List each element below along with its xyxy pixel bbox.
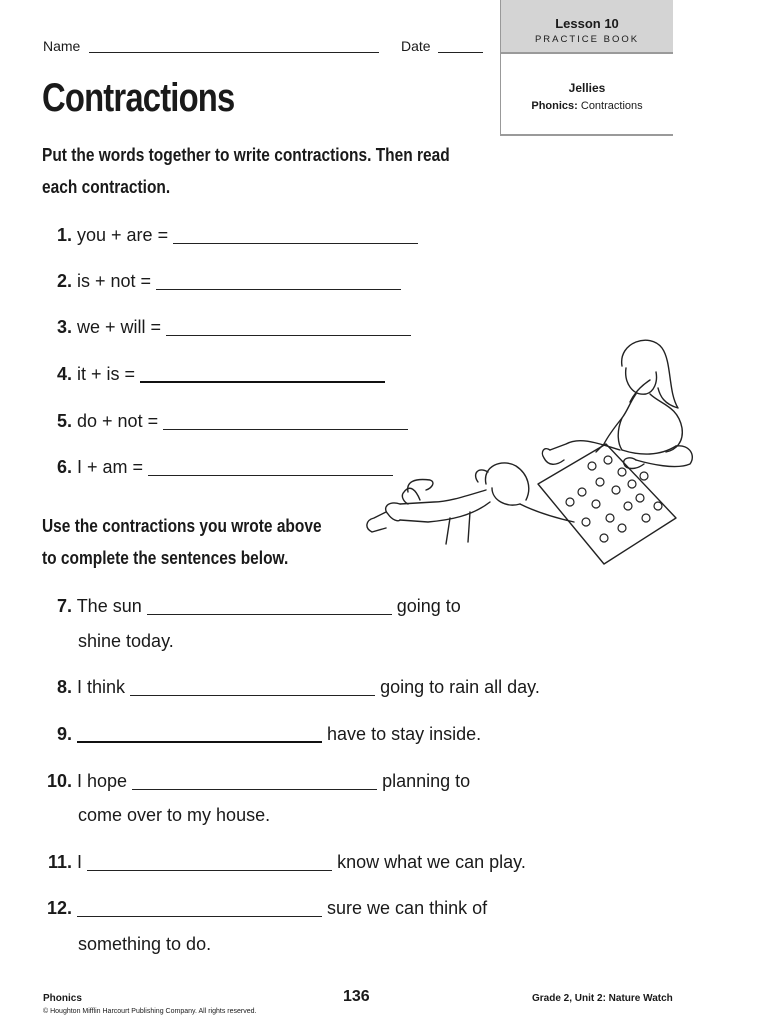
question-number: 7.	[56, 596, 72, 616]
question-12	[42, 898, 487, 919]
game-board-icon	[538, 444, 676, 564]
answer-blank[interactable]	[148, 474, 393, 476]
question-3	[42, 317, 411, 338]
question-text: we + will =	[77, 317, 162, 337]
sentence-start: I think	[77, 677, 126, 697]
sentence-start: I hope	[77, 771, 128, 791]
sentence-start: The sun	[76, 596, 142, 616]
name-label: Name	[43, 38, 81, 54]
question-number: 4.	[56, 364, 72, 384]
answer-blank[interactable]	[130, 694, 375, 696]
girls-playing-game-illustration	[360, 332, 700, 572]
answer-blank[interactable]	[87, 869, 332, 871]
question-number: 10.	[46, 771, 72, 791]
question-10	[42, 771, 470, 792]
answer-blank[interactable]	[156, 288, 401, 290]
sentence-end: know what we can play.	[337, 852, 526, 872]
lying-girl-hair-icon	[485, 463, 528, 500]
answer-blank[interactable]	[132, 788, 377, 790]
part2-instructions	[42, 510, 322, 574]
part2-instructions-line1: Use the contractions you wrote above	[42, 516, 322, 536]
sitting-girl-hair-icon	[622, 340, 678, 408]
sentence-end: going to rain all day.	[380, 677, 540, 697]
question-6	[42, 457, 393, 478]
sentence-continuation: come over to my house.	[78, 805, 271, 825]
lesson-number: Lesson 10	[555, 16, 619, 31]
question-text: you + are =	[77, 225, 169, 245]
question-number: 6.	[56, 457, 72, 477]
sentence-end: planning to	[382, 771, 471, 791]
answer-blank[interactable]	[140, 380, 385, 383]
lesson-info	[501, 54, 673, 136]
footer-copyright: © Houghton Mifflin Harcourt Publishing Company. All rights reserved.	[43, 1008, 257, 1015]
sentence-end: sure we can think of	[327, 898, 488, 918]
question-text: is + not =	[77, 271, 152, 291]
answer-blank[interactable]	[173, 242, 418, 244]
sentence-continuation: shine today.	[78, 631, 174, 651]
sentence-end: have to stay inside.	[327, 724, 482, 744]
footer-unit: Grade 2, Unit 2: Nature Watch	[532, 993, 673, 1004]
name-field[interactable]	[89, 52, 379, 53]
page-title: Contractions	[42, 76, 235, 120]
footer-subject: Phonics	[43, 993, 82, 1004]
phonics-topic: Contractions	[580, 100, 643, 112]
lesson-banner	[501, 0, 673, 54]
question-number: 8.	[56, 677, 72, 697]
question-text: I + am =	[77, 457, 144, 477]
phonics-label: Phonics:	[531, 100, 578, 112]
answer-blank[interactable]	[77, 740, 322, 743]
practice-book-label: PRACTICE BOOK	[534, 34, 640, 45]
date-label: Date	[401, 38, 431, 54]
sentence-continuation: something to do.	[78, 934, 212, 954]
part2-instructions-line2: to complete the sentences below.	[42, 548, 289, 568]
sentence-end: going to	[396, 596, 461, 616]
question-9	[42, 724, 481, 745]
question-1	[42, 225, 418, 246]
sentence-start: I	[77, 852, 83, 872]
story-title: Jellies	[568, 81, 606, 95]
question-11	[42, 852, 526, 873]
question-number: 2.	[56, 271, 72, 291]
lesson-box	[500, 0, 673, 136]
question-number: 11.	[47, 852, 72, 872]
question-text: it + is =	[77, 364, 136, 384]
question-number: 3.	[56, 317, 72, 337]
phonics-line	[501, 100, 673, 112]
question-number: 12.	[46, 898, 72, 918]
question-2	[42, 271, 401, 292]
answer-blank[interactable]	[77, 915, 322, 917]
question-text: do + not =	[77, 411, 159, 431]
question-8	[42, 677, 540, 698]
question-number: 5.	[56, 411, 72, 431]
question-4	[42, 364, 385, 385]
part1-instructions-line1: Put the words together to write contractions. Then read	[42, 145, 450, 165]
answer-blank[interactable]	[147, 613, 392, 615]
question-number: 1.	[56, 225, 72, 245]
question-7	[42, 596, 461, 617]
question-5	[42, 411, 408, 432]
question-number: 9.	[56, 724, 72, 744]
page-number: 136	[343, 988, 370, 1005]
part1-instructions-line2: each contraction.	[42, 177, 171, 197]
part1-instructions	[42, 139, 450, 203]
date-field[interactable]	[438, 52, 483, 53]
